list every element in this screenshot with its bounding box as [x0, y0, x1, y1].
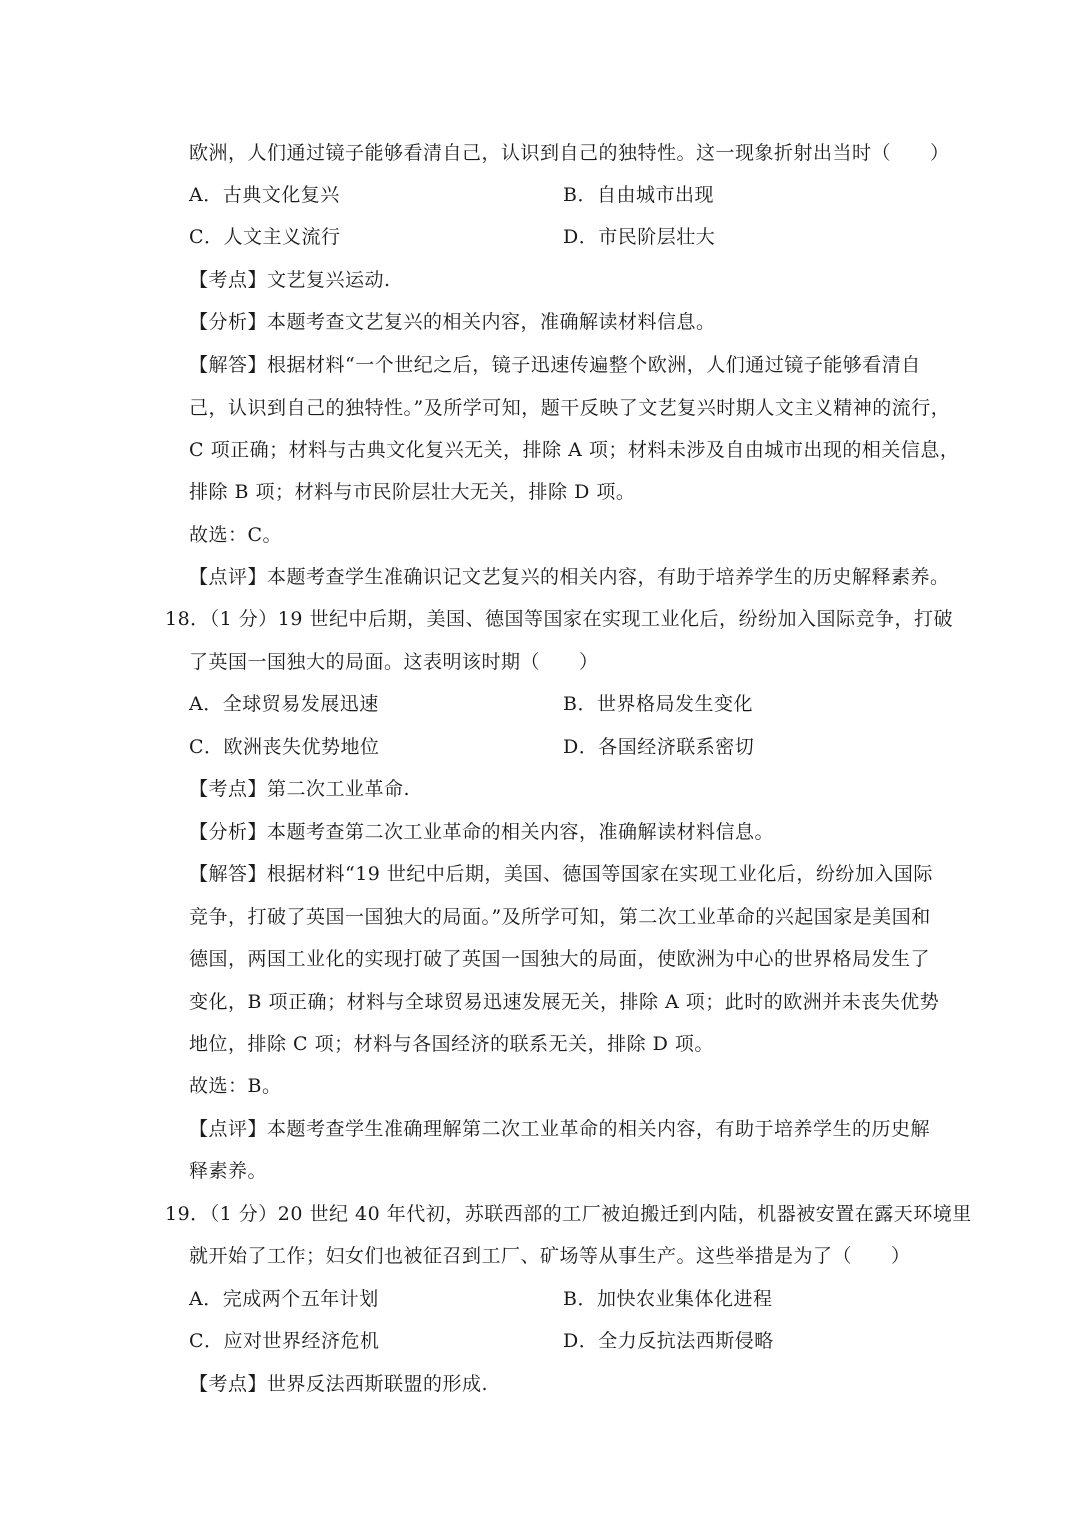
- q17-kaodian: 【考点】文艺复兴运动.: [189, 269, 391, 291]
- q18-jieda-line: 德国，两国工业化的实现打破了英国一国独大的局面，使欧洲为中心的世界格局发生了: [189, 948, 931, 970]
- q19-option-d: D．全力反抗法西斯侵略: [563, 1330, 774, 1352]
- q18-option-a: A．全球贸易发展迅速: [189, 693, 379, 715]
- q18-option-c: C．欧洲丧失优势地位: [189, 736, 380, 758]
- q19-stem-line: 19．（1 分）20 世纪 40 年代初，苏联西部的工厂被迫搬迁到内陆，机器被安置在露天环境里: [165, 1203, 972, 1225]
- q17-jieda-line: 排除 B 项；材料与市民阶层壮大无关，排除 D 项。: [189, 481, 636, 503]
- q17-jieda-line: C 项正确；材料与古典文化复兴无关，排除 A 项；材料未涉及自由城市出现的相关信息，: [189, 439, 960, 461]
- q17-option-a: A．古典文化复兴: [189, 184, 340, 206]
- q18-option-d: D．各国经济联系密切: [563, 736, 755, 758]
- q19-option-a: A．完成两个五年计划: [189, 1288, 379, 1310]
- q17-option-b: B．自由城市出现: [563, 184, 714, 206]
- q18-dianping-line: 【点评】本题考查学生准确理解第二次工业革命的相关内容，有助于培养学生的历史解: [189, 1118, 931, 1140]
- q17-answer: 故选：C。: [189, 524, 283, 546]
- q17-stem: 欧洲，人们通过镜子能够看清自己，认识到自己的独特性。这一现象折射出当时（ ）: [189, 142, 950, 164]
- q18-jieda-line: 地位，排除 C 项；材料与各国经济的联系无关，排除 D 项。: [189, 1033, 714, 1055]
- q18-kaodian: 【考点】第二次工业革命.: [189, 778, 411, 800]
- q18-dianping-line: 释素养。: [189, 1160, 268, 1182]
- q18-stem-line: 了英国一国独大的局面。这表明该时期（ ）: [189, 651, 599, 673]
- q18-stem-line: 18．（1 分）19 世纪中后期，美国、德国等国家在实现工业化后，纷纷加入国际竞争，打破: [165, 608, 954, 630]
- q19-kaodian: 【考点】世界反法西斯联盟的形成.: [189, 1373, 489, 1395]
- q19-option-b: B．加快农业集体化进程: [563, 1288, 773, 1310]
- q18-fenxi: 【分析】本题考查第二次工业革命的相关内容，准确解读材料信息。: [189, 821, 775, 843]
- q17-jieda-line: 【解答】根据材料“一个世纪之后，镜子迅速传遍整个欧洲，人们通过镜子能够看清自: [189, 354, 921, 376]
- q17-option-c: C．人文主义流行: [189, 226, 341, 248]
- q18-jieda-line: 竞争，打破了英国一国独大的局面。”及所学可知，第二次工业革命的兴起国家是美国和: [189, 906, 931, 928]
- q18-jieda-line: 变化，B 项正确；材料与全球贸易迅速发展无关，排除 A 项；此时的欧洲并未丧失优势: [189, 991, 940, 1013]
- q17-option-d: D．市民阶层壮大: [563, 226, 716, 248]
- q19-stem-line: 就开始了工作；妇女们也被征召到工厂、矿场等从事生产。这些举措是为了（ ）: [189, 1245, 911, 1267]
- q17-jieda-line: 己，认识到自己的独特性。”及所学可知，题干反映了文艺复兴时期人文主义精神的流行，: [189, 397, 951, 419]
- q18-option-b: B．世界格局发生变化: [563, 693, 753, 715]
- q18-answer: 故选：B。: [189, 1075, 282, 1097]
- q19-option-c: C．应对世界经济危机: [189, 1330, 380, 1352]
- q17-fenxi: 【分析】本题考查文艺复兴的相关内容，准确解读材料信息。: [189, 311, 716, 333]
- q18-jieda-line: 【解答】根据材料“19 世纪中后期，美国、德国等国家在实现工业化后，纷纷加入国际: [189, 863, 933, 885]
- q17-dianping: 【点评】本题考查学生准确识记文艺复兴的相关内容，有助于培养学生的历史解释素养。: [189, 566, 950, 588]
